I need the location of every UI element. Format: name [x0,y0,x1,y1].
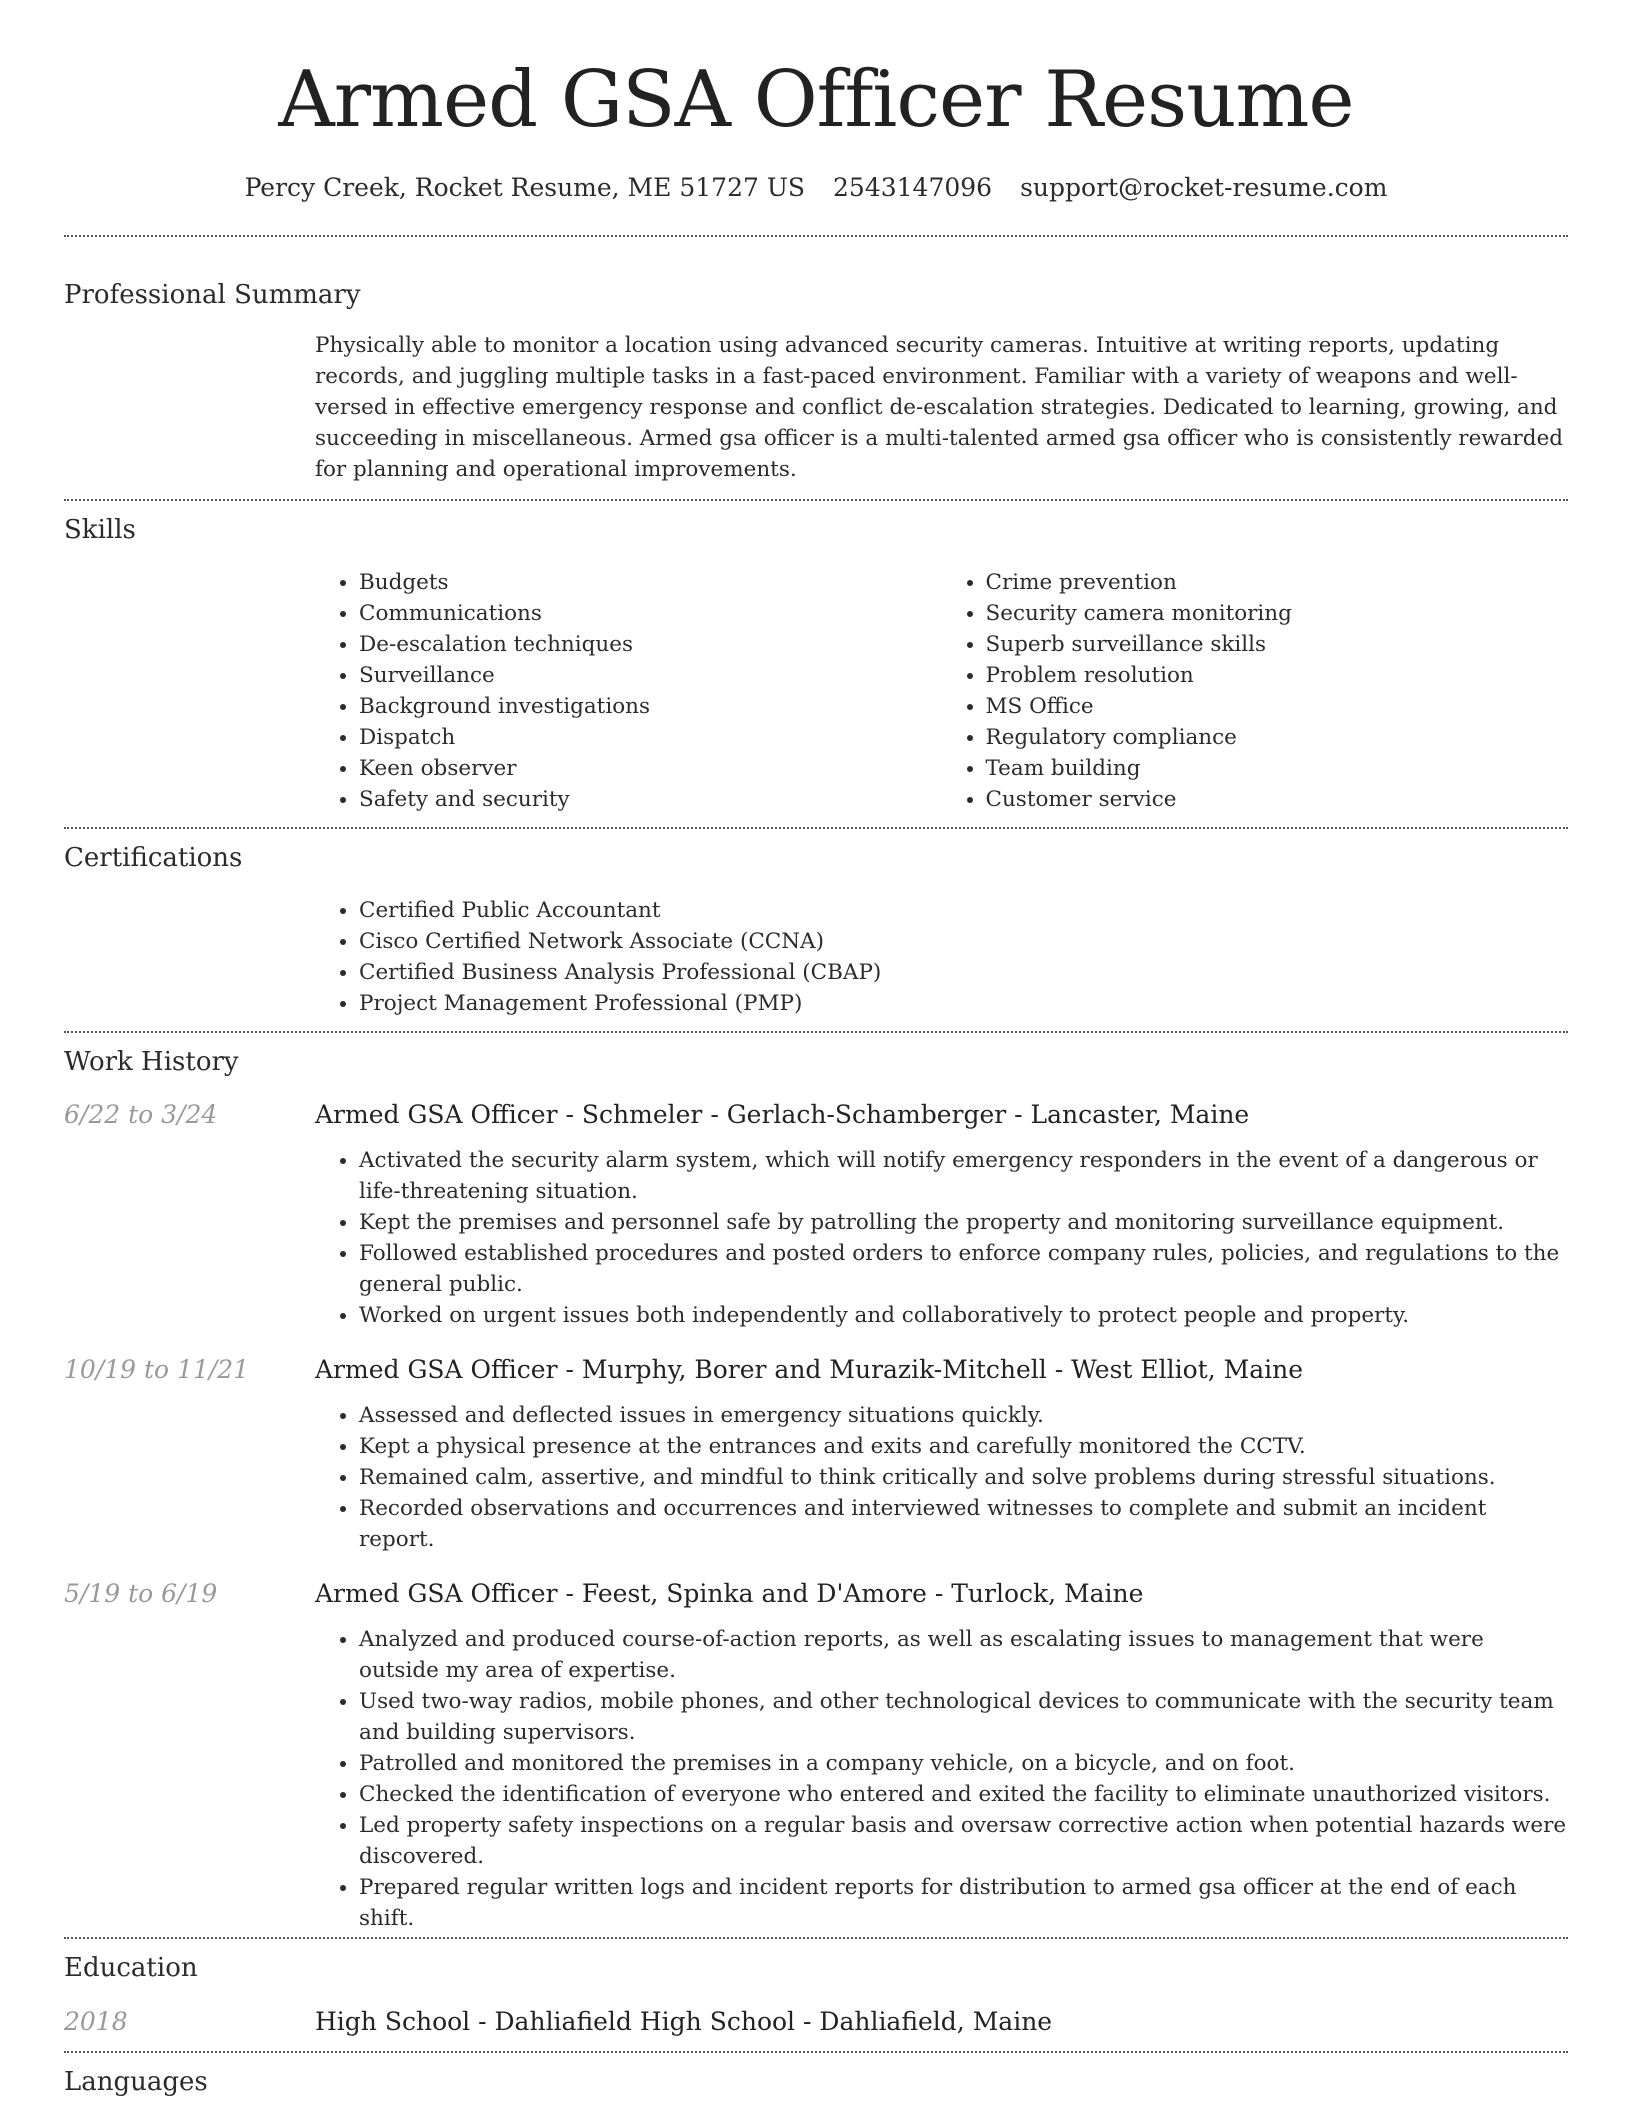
job-duties-list [315,1624,1568,1934]
job-duty-item: • Led property safety inspections on a regular basis and oversaw corrective action when potential hazards were discovered. [359,1810,1568,1872]
job-title: Armed GSA Officer - Schmeler - Gerlach-Schamberger - Lancaster, Maine [315,1100,1250,1129]
job-dates: 5/19 to 6/19 [64,1579,218,1608]
contact-line [64,172,1568,204]
skill-item: • De-escalation techniques [359,629,942,660]
skill-item: • Background investigations [359,691,942,722]
job-duties [315,1624,1568,1934]
section-divider [64,827,1568,829]
certifications-content [315,895,1568,1031]
job-duties [315,1145,1568,1331]
job-duties-list [315,1400,1568,1555]
section-divider [64,499,1568,501]
education-entry [64,2005,1568,2051]
contact-email: support@rocket-resume.com [1020,173,1388,202]
education-section [64,1951,1568,2051]
section-divider [64,1937,1568,1939]
skills-heading: Skills [64,515,136,545]
job-header [64,1098,1568,1132]
skill-item: • Crime prevention [986,567,1569,598]
education-year: 2018 [64,2007,128,2036]
skill-item: • Team building [986,753,1569,784]
work-history-section [64,1045,1568,1934]
certification-item: • Project Management Professional (PMP) [359,988,1568,1019]
certification-item: • Certified Business Analysis Professional (CBAP) [359,957,1568,988]
jobs-container [64,1098,1568,1934]
job-title: Armed GSA Officer - Murphy, Borer and Murazik-Mitchell - West Elliot, Maine [315,1355,1304,1384]
job-duty-item: • Prepared regular written logs and incident reports for distribution to armed gsa officer at the end of each shift. [359,1872,1568,1934]
job-duty-item: • Followed established procedures and posted orders to enforce company rules, policies, and regulations to the general public. [359,1238,1568,1300]
skill-item: • Keen observer [359,753,942,784]
certification-item: • Cisco Certified Network Associate (CCNA) [359,926,1568,957]
job-duties [315,1400,1568,1555]
section-divider [64,2051,1568,2053]
skills-section [64,513,1568,827]
job-header [64,1353,1568,1387]
job-header [64,1577,1568,1611]
job-duties-list [315,1145,1568,1331]
skill-item: • Security camera monitoring [986,598,1569,629]
job-entry [64,1353,1568,1555]
languages-heading: Languages [64,2067,208,2097]
job-entry [64,1098,1568,1331]
job-duty-item: • Patrolled and monitored the premises in a company vehicle, on a bicycle, and on foot. [359,1748,1568,1779]
job-dates: 10/19 to 11/21 [64,1355,250,1384]
job-entry [64,1577,1568,1934]
certifications-heading: Certifications [64,843,243,873]
section-divider [64,235,1568,237]
skill-item: • Surveillance [359,660,942,691]
skills-list-left [315,567,942,815]
resume-page [64,0,1568,2099]
education-heading: Education [64,1953,198,1983]
contact-phone: 2543147096 [833,173,993,202]
skills-columns [315,567,1568,827]
skill-item: • Safety and security [359,784,942,815]
certifications-section [64,841,1568,1031]
skill-item: • Customer service [986,784,1569,815]
job-title: Armed GSA Officer - Feest, Spinka and D'Amore - Turlock, Maine [315,1579,1144,1608]
skills-list-right [942,567,1569,815]
contact-address: Percy Creek, Rocket Resume, ME 51727 US [244,173,806,202]
job-duty-item: • Analyzed and produced course-of-action reports, as well as escalating issues to management that were outside my area of expertise. [359,1624,1568,1686]
skill-item: • Budgets [359,567,942,598]
skill-item: • Superb surveillance skills [986,629,1569,660]
skill-item: • MS Office [986,691,1569,722]
skill-item: • Regulatory compliance [986,722,1569,753]
job-duty-item: • Assessed and deflected issues in emergency situations quickly. [359,1400,1568,1431]
summary-section [64,278,1568,499]
summary-heading: Professional Summary [64,280,361,310]
section-divider [64,1031,1568,1033]
certification-item: • Certified Public Accountant [359,895,1568,926]
job-duty-item: • Kept a physical presence at the entrances and exits and carefully monitored the CCTV. [359,1431,1568,1462]
job-duty-item: • Recorded observations and occurrences and interviewed witnesses to complete and submit an incident report. [359,1493,1568,1555]
job-duty-item: • Activated the security alarm system, which will notify emergency responders in the event of a dangerous or life-threatening situation. [359,1145,1568,1207]
job-dates: 6/22 to 3/24 [64,1100,218,1129]
work-history-heading: Work History [64,1047,239,1077]
job-duty-item: • Remained calm, assertive, and mindful to think critically and solve problems during stressful situations. [359,1462,1568,1493]
job-duty-item: • Worked on urgent issues both independently and collaboratively to protect people and property. [359,1300,1568,1331]
job-duty-item: • Checked the identification of everyone who entered and exited the facility to eliminate unauthorized visitors. [359,1779,1568,1810]
skill-item: • Communications [359,598,942,629]
resume-title: Armed GSA Officer Resume [278,55,1354,145]
education-school: High School - Dahliafield High School - Dahliafield, Maine [315,2007,1053,2036]
job-duty-item: • Kept the premises and personnel safe by patrolling the property and monitoring surveillance equipment. [359,1207,1568,1238]
languages-section [64,2065,1568,2099]
certifications-list [315,895,1568,1019]
summary-text: Physically able to monitor a location using advanced security cameras. Intuitive at writing reports, updating records, and juggling multiple tasks in a fast-paced environment. Familiar with a variety of weapons and well-versed in effective emergency response and conflict de-escalation strategies. Dedicated to learning, growing, and succeeding in miscellaneous. Armed gsa officer is a multi-talented armed gsa officer who is consistently rewarded for planning and operational improvements. [315,333,1564,482]
skill-item: • Problem resolution [986,660,1569,691]
job-duty-item: • Used two-way radios, mobile phones, and other technological devices to communicate with the security team and building supervisors. [359,1686,1568,1748]
skill-item: • Dispatch [359,722,942,753]
